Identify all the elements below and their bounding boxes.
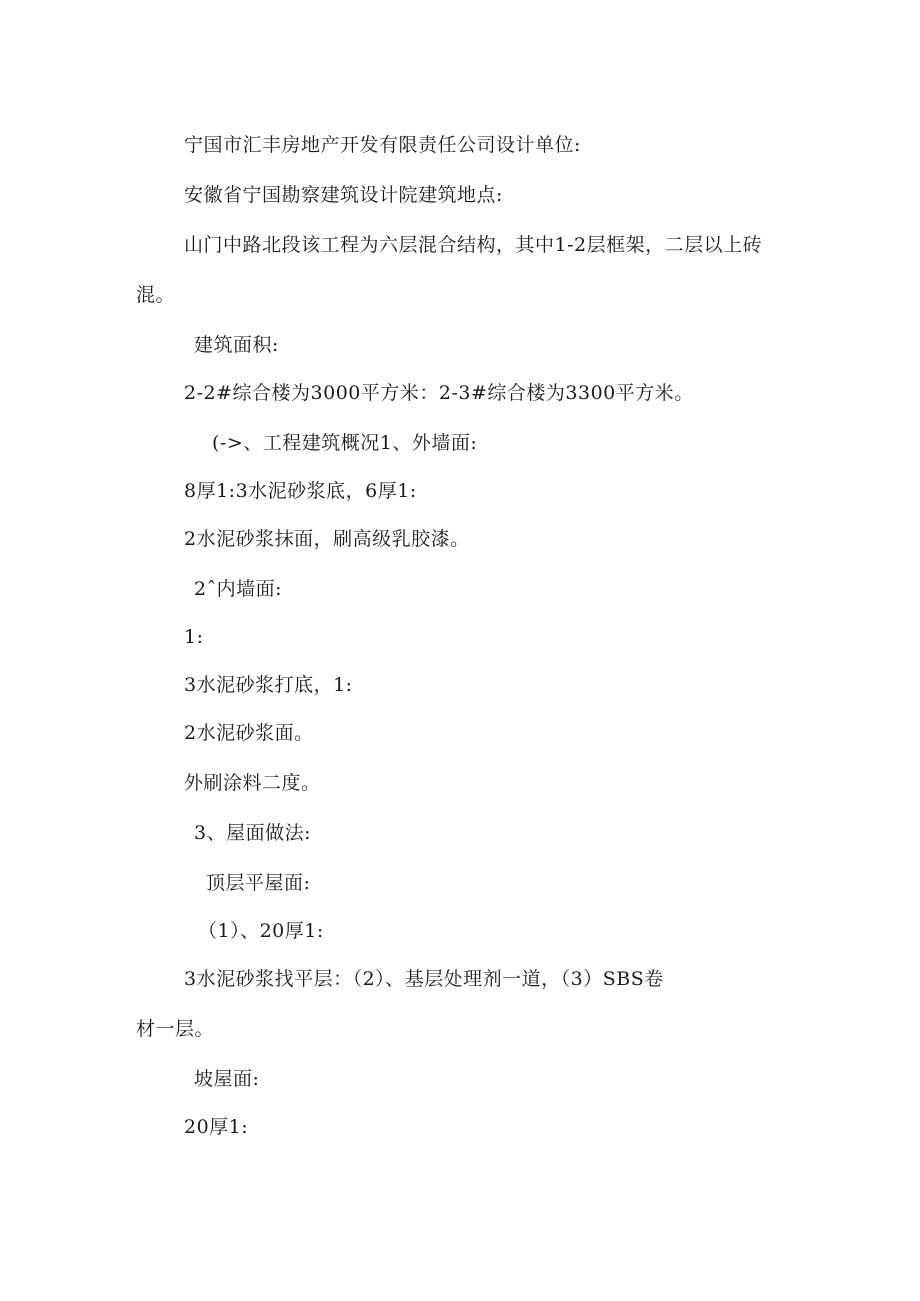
line-exterior-wall-base: 8厚1:3水泥砂浆底，6厚1: xyxy=(184,480,417,502)
line-ratio-fragment: 1: xyxy=(184,626,204,648)
line-sloped-roof-item: 20厚1: xyxy=(184,1116,249,1138)
line-building-area-values: 2-2#综合楼为3000平方米：2-3#综合楼为3300平方米。 xyxy=(184,382,694,404)
line-exterior-wall-finish: 2水泥砂浆抹面，刷高级乳胶漆。 xyxy=(184,528,470,550)
line-section-overview: (->、工程建筑概况1、外墙面: xyxy=(212,432,478,454)
line-structure-description: 山门中路北段该工程为六层混合结构，其中1-2层框架，二层以上砖 xyxy=(184,234,763,256)
line-client-designer: 宁国市汇丰房地产开发有限责任公司设计单位: xyxy=(184,134,581,156)
line-sloped-roof-heading: 坡屋面: xyxy=(194,1068,260,1090)
line-roof-layers-continued: 材一层。 xyxy=(136,1018,215,1040)
line-roof-item-1: （1）、20厚1: xyxy=(198,920,324,942)
line-building-area-heading: 建筑面积: xyxy=(194,334,279,356)
line-interior-finish: 2水泥砂浆面。 xyxy=(184,722,314,744)
line-interior-base: 3水泥砂浆打底，1: xyxy=(184,674,353,696)
line-design-institute-location: 安徽省宁国勘察建筑设计院建筑地点: xyxy=(184,184,503,206)
line-roof-layers: 3水泥砂浆找平层：（2）、基层处理剂一道，（3）SBS卷 xyxy=(184,968,664,990)
line-interior-wall-heading: 2ˆ内墙面: xyxy=(194,578,282,600)
line-structure-continued: 混。 xyxy=(136,284,176,306)
line-exterior-paint: 外刷涂料二度。 xyxy=(184,772,321,794)
line-roof-method-heading: 3、屋面做法: xyxy=(194,822,311,844)
line-flat-roof-heading: 顶层平屋面: xyxy=(206,872,311,894)
